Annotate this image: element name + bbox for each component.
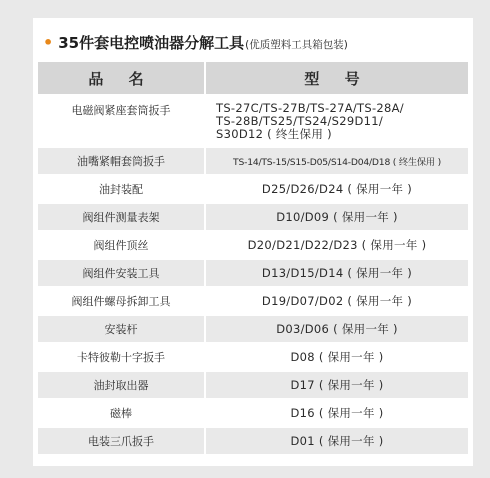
table-row [38, 344, 468, 370]
tool-spec-table [38, 62, 468, 456]
product-name-cell: 油封装配 [38, 176, 204, 202]
product-name-cell: 电装三爪扳手 [38, 428, 204, 454]
model-cell: TS-14/TS-15/S15-D05/S14-D04/D18 ( 终生保用 ) [206, 148, 468, 174]
table-row [38, 372, 468, 398]
product-name-cell: 阀组件测量表架 [38, 204, 204, 230]
model-cell: D08 ( 保用一年 ) [206, 344, 468, 370]
table-row [38, 288, 468, 314]
product-name-cell: 阀组件顶丝 [38, 232, 204, 258]
product-name-cell: 阀组件安装工具 [38, 260, 204, 286]
product-title [43, 32, 348, 53]
table-row [38, 204, 468, 230]
table-row [38, 148, 468, 174]
product-name-cell: 阀组件螺母拆卸工具 [38, 288, 204, 314]
model-cell: D19/D07/D02 ( 保用一年 ) [206, 288, 468, 314]
header-product-name: 品 名 [38, 62, 204, 94]
model-cell: TS-27C/TS-27B/TS-27A/TS-28A/ TS-28B/TS25/TS24/S29D11/ S30D12 ( 终生保用 ) [206, 96, 468, 146]
product-name-cell: 油封取出器 [38, 372, 204, 398]
model-cell: D17 ( 保用一年 ) [206, 372, 468, 398]
product-name-cell: 电磁阀紧座套筒扳手 [38, 96, 204, 146]
product-name-cell: 油嘴紧帽套筒扳手 [38, 148, 204, 174]
bullet-dot-icon: • [43, 33, 54, 52]
table-row [38, 400, 468, 426]
table-row [38, 260, 468, 286]
table-header-row [38, 62, 468, 94]
model-cell: D10/D09 ( 保用一年 ) [206, 204, 468, 230]
model-cell: D16 ( 保用一年 ) [206, 400, 468, 426]
model-cell: D20/D21/D22/D23 ( 保用一年 ) [206, 232, 468, 258]
model-cell: D03/D06 ( 保用一年 ) [206, 316, 468, 342]
table-row [38, 176, 468, 202]
table-row [38, 428, 468, 454]
table-row [38, 232, 468, 258]
product-card [33, 18, 473, 466]
product-name-cell: 卡特彼勒十字扳手 [38, 344, 204, 370]
model-cell: D25/D26/D24 ( 保用一年 ) [206, 176, 468, 202]
model-cell: D13/D15/D14 ( 保用一年 ) [206, 260, 468, 286]
header-model: 型 号 [206, 62, 468, 94]
title-main: 35件套电控喷油器分解工具 [58, 34, 245, 52]
product-name-cell: 安装杆 [38, 316, 204, 342]
table-row [38, 96, 468, 146]
product-name-cell: 磁棒 [38, 400, 204, 426]
table-row [38, 316, 468, 342]
model-cell: D01 ( 保用一年 ) [206, 428, 468, 454]
title-packaging-note: (优质塑料工具箱包装) [245, 39, 348, 51]
